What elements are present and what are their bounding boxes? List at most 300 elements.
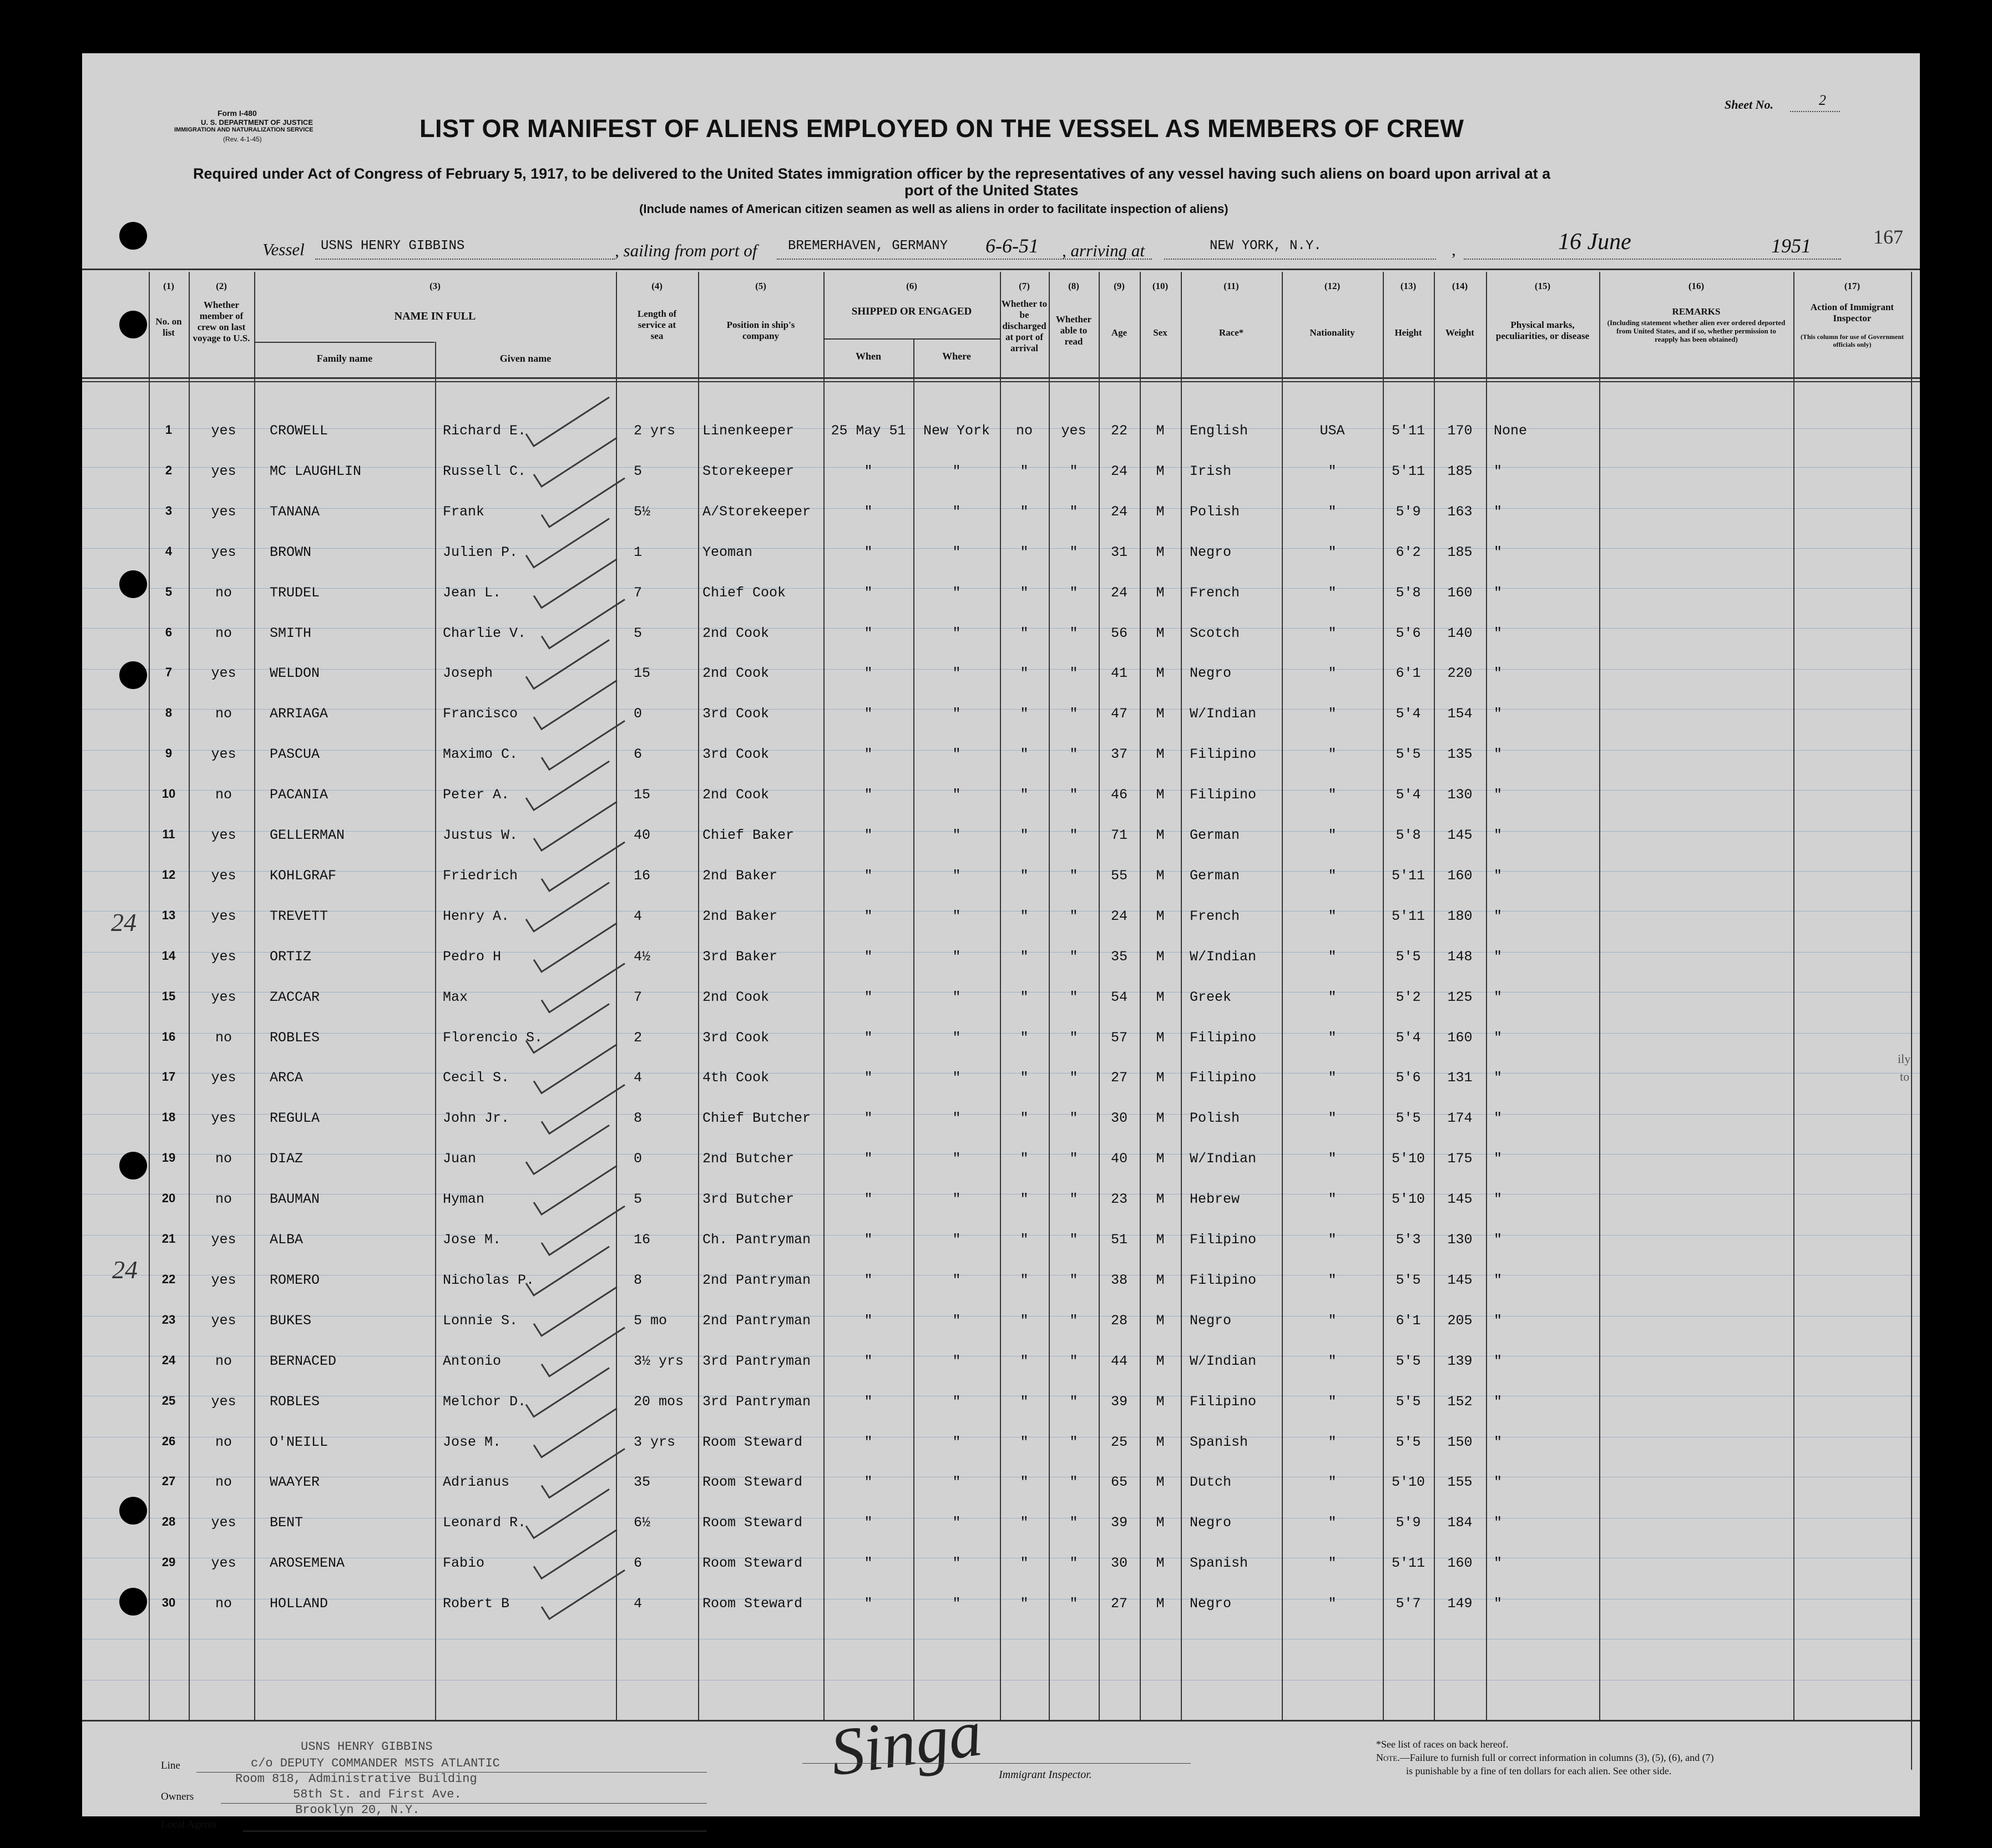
binder-hole: [119, 311, 147, 338]
binder-hole: [119, 661, 147, 689]
row-position: 2nd Baker: [702, 867, 778, 884]
check-mark: [526, 397, 609, 446]
row-shipped-where: ": [952, 1232, 961, 1248]
row-service: 5½: [634, 503, 651, 520]
row-race: Negro: [1190, 544, 1232, 560]
row-sex: M: [1156, 1110, 1165, 1127]
row-weight: 145: [1447, 1272, 1473, 1288]
row-sex: M: [1156, 1151, 1165, 1167]
row-discharged: ": [1020, 544, 1029, 560]
row-voyage: yes: [211, 463, 236, 479]
row-given-name: Fabio: [443, 1555, 485, 1572]
col-header-9: Age: [1111, 327, 1128, 338]
row-position: 4th Cook: [702, 1070, 770, 1086]
row-age: 24: [1110, 503, 1128, 520]
row-height: 5'4: [1396, 787, 1421, 803]
row-race: Filipino: [1190, 746, 1257, 763]
row-nationality: ": [1328, 706, 1337, 722]
row-family-name: ARCA: [270, 1070, 304, 1086]
row-voyage: no: [215, 1029, 232, 1046]
row-marks: ": [1494, 625, 1503, 641]
row-shipped-when: ": [864, 1474, 873, 1491]
row-shipped-when: ": [864, 1393, 873, 1410]
binder-hole: [119, 222, 147, 250]
col-header-11: Race*: [1219, 327, 1244, 338]
row-weight: 175: [1447, 1151, 1473, 1167]
row-able-to-read: ": [1069, 544, 1078, 560]
stamp-line-2: c/o DEPUTY COMMANDER MSTS ATLANTIC: [251, 1756, 500, 1770]
row-sex: M: [1156, 665, 1165, 682]
row-sex: M: [1156, 1272, 1165, 1288]
row-able-to-read: ": [1069, 867, 1078, 884]
row-number: 2: [165, 463, 173, 477]
col-header-9-num: (9): [1114, 281, 1125, 291]
row-sex: M: [1156, 948, 1165, 965]
row-position: 3rd Butcher: [702, 1191, 795, 1208]
row-discharged: ": [1020, 584, 1029, 601]
footer-line-label: Line: [161, 1760, 180, 1771]
check-mark: [542, 600, 625, 649]
row-service: 4½: [634, 948, 651, 965]
row-age: 44: [1110, 1353, 1128, 1369]
stamp-line-4: 58th St. and First Ave.: [293, 1788, 462, 1801]
row-nationality: ": [1328, 1151, 1337, 1167]
row-height: 5'6: [1396, 1070, 1421, 1086]
row-sex: M: [1156, 1434, 1165, 1450]
arrival-year: 1951: [1771, 235, 1811, 257]
col-header-3: NAME IN FULL: [394, 310, 476, 322]
check-mark: [542, 478, 625, 527]
row-discharged: ": [1020, 1070, 1029, 1086]
check-mark: [542, 842, 625, 891]
row-given-name: Julien P.: [443, 544, 518, 560]
row-able-to-read: ": [1069, 1110, 1078, 1127]
row-discharged: ": [1020, 827, 1029, 843]
form-number: Form I-480: [218, 109, 257, 118]
sheet-label: Sheet No.: [1725, 98, 1773, 112]
vessel-name: USNS HENRY GIBBINS: [321, 239, 465, 254]
row-able-to-read: ": [1069, 1151, 1078, 1167]
col-header-16-num: (16): [1688, 281, 1705, 291]
row-voyage: yes: [211, 1393, 236, 1410]
row-discharged: ": [1020, 1434, 1029, 1450]
row-voyage: yes: [211, 948, 236, 965]
row-height: 6'1: [1396, 1312, 1421, 1329]
row-service: 6: [634, 746, 643, 763]
row-height: 5'9: [1396, 503, 1421, 520]
row-shipped-when: ": [864, 1191, 873, 1208]
row-able-to-read: ": [1069, 463, 1078, 479]
check-mark: [526, 1489, 609, 1538]
row-given-name: Florencio S.: [443, 1029, 543, 1046]
row-age: 38: [1110, 1272, 1128, 1288]
check-mark: [534, 1044, 617, 1093]
row-position: Room Steward: [702, 1555, 803, 1572]
row-shipped-where: ": [952, 625, 961, 641]
row-voyage: no: [215, 1434, 232, 1450]
row-nationality: ": [1328, 665, 1337, 682]
row-number: 28: [161, 1515, 176, 1529]
row-number: 16: [161, 1029, 176, 1044]
row-marks: ": [1494, 503, 1503, 520]
row-marks: ": [1494, 948, 1503, 965]
row-position: Linenkeeper: [702, 423, 795, 439]
row-weight: 152: [1447, 1393, 1473, 1410]
row-height: 6'1: [1396, 665, 1421, 682]
row-discharged: ": [1020, 1272, 1029, 1288]
row-age: 55: [1110, 867, 1128, 884]
row-nationality: ": [1328, 1434, 1337, 1450]
row-race: Filipino: [1190, 1393, 1257, 1410]
row-number: 4: [165, 544, 173, 558]
row-sex: M: [1156, 827, 1165, 843]
row-race: Filipino: [1190, 1070, 1257, 1086]
row-discharged: ": [1020, 948, 1029, 965]
row-number: 23: [161, 1312, 176, 1326]
row-nationality: ": [1328, 948, 1337, 965]
row-service: 5: [634, 625, 643, 641]
row-sex: M: [1156, 989, 1165, 1005]
row-family-name: AROSEMENA: [270, 1555, 345, 1572]
check-mark: [526, 1368, 609, 1417]
row-number: 13: [161, 908, 176, 922]
row-nationality: ": [1328, 1393, 1337, 1410]
binder-hole: [119, 570, 147, 598]
row-race: Filipino: [1190, 1272, 1257, 1288]
row-number: 8: [165, 706, 173, 720]
row-race: Irish: [1190, 463, 1232, 479]
row-given-name: Jean L.: [443, 584, 502, 601]
row-discharged: ": [1020, 1393, 1029, 1410]
page-stamp: 167: [1873, 226, 1903, 248]
row-voyage: no: [215, 625, 232, 641]
row-number: 14: [161, 948, 176, 963]
row-given-name: Charlie V.: [443, 625, 527, 641]
row-service: 1: [634, 544, 643, 560]
row-given-name: Pedro H: [443, 948, 502, 965]
row-given-name: Adrianus: [443, 1474, 510, 1491]
row-discharged: ": [1020, 1029, 1029, 1046]
row-weight: 130: [1447, 787, 1473, 803]
row-age: 27: [1110, 1596, 1128, 1612]
row-sex: M: [1156, 908, 1165, 924]
row-family-name: SMITH: [270, 625, 312, 641]
col-header-16: REMARKS: [1672, 306, 1721, 317]
footer-owners-underline: [221, 1803, 707, 1804]
col-header-13: Height: [1394, 327, 1422, 338]
row-sex: M: [1156, 1596, 1165, 1612]
binder-hole: [119, 1152, 147, 1179]
row-nationality: ": [1328, 1353, 1337, 1369]
row-height: 5'5: [1396, 1110, 1421, 1127]
row-family-name: DIAZ: [270, 1151, 304, 1167]
check-mark: [526, 761, 609, 810]
row-shipped-where: ": [952, 1070, 961, 1086]
row-shipped-when: ": [864, 1555, 873, 1572]
row-position: 3rd Cook: [702, 1029, 770, 1046]
col-header-5-num: (5): [755, 281, 766, 291]
row-nationality: ": [1328, 908, 1337, 924]
row-sex: M: [1156, 1191, 1165, 1208]
row-given-name: Justus W.: [443, 827, 518, 843]
row-age: 65: [1110, 1474, 1128, 1491]
row-voyage: yes: [211, 665, 236, 682]
row-race: W/Indian: [1190, 1353, 1257, 1369]
row-age: 71: [1110, 827, 1128, 843]
row-able-to-read: ": [1069, 1312, 1078, 1329]
row-race: Spanish: [1190, 1434, 1248, 1450]
row-position: 2nd Cook: [702, 787, 770, 803]
row-family-name: TANANA: [270, 503, 320, 520]
row-marks: ": [1494, 1312, 1503, 1329]
row-given-name: Max: [443, 989, 468, 1005]
row-able-to-read: ": [1069, 787, 1078, 803]
row-race: Filipino: [1190, 1232, 1257, 1248]
row-weight: 160: [1447, 867, 1473, 884]
row-service: 4: [634, 908, 643, 924]
row-shipped-where: ": [952, 665, 961, 682]
row-shipped-where: ": [952, 948, 961, 965]
row-voyage: no: [215, 706, 232, 722]
row-age: 27: [1110, 1070, 1128, 1086]
check-mark: [526, 1125, 609, 1174]
row-able-to-read: ": [1069, 1596, 1078, 1612]
row-marks: ": [1494, 1434, 1503, 1450]
row-given-name: Jose M.: [443, 1434, 502, 1450]
row-number: 9: [165, 746, 173, 761]
row-shipped-where: ": [952, 463, 961, 479]
col-header-1-num: (1): [163, 281, 174, 291]
row-shipped-where: ": [952, 1515, 961, 1531]
row-shipped-where: New York: [923, 423, 990, 439]
row-age: 54: [1110, 989, 1128, 1005]
row-given-name: Henry A.: [443, 908, 510, 924]
row-height: 5'11: [1391, 908, 1425, 924]
row-shipped-where: ": [952, 989, 961, 1005]
col-header-17-num: (17): [1844, 281, 1860, 291]
row-marks: ": [1494, 1353, 1503, 1369]
col-header-12: Nationality: [1310, 327, 1355, 338]
sheet-number: 2: [1819, 92, 1826, 108]
margin-note-left-1: 24: [111, 908, 136, 936]
row-family-name: ORTIZ: [270, 948, 312, 965]
row-nationality: ": [1328, 1029, 1337, 1046]
row-able-to-read: ": [1069, 989, 1078, 1005]
row-family-name: WAAYER: [270, 1474, 320, 1491]
row-number: 7: [165, 665, 173, 680]
row-race: Negro: [1190, 1596, 1232, 1612]
row-number: 24: [161, 1353, 176, 1367]
row-shipped-where: ": [952, 503, 961, 520]
row-marks: ": [1494, 1151, 1503, 1167]
row-race: Hebrew: [1190, 1191, 1240, 1208]
row-position: 3rd Baker: [702, 948, 778, 965]
row-height: 5'9: [1396, 1515, 1421, 1531]
row-shipped-when: ": [864, 1029, 873, 1046]
row-sex: M: [1156, 463, 1165, 479]
row-voyage: no: [215, 1353, 232, 1369]
row-discharged: ": [1020, 1596, 1029, 1612]
row-nationality: ": [1328, 1070, 1337, 1086]
col-header-16-note: (Including statement whether alien ever ordered deported from United States, and if so, whether permission to reapply has been obtained): [1607, 318, 1786, 343]
check-mark: [534, 680, 617, 729]
check-mark: [534, 802, 617, 850]
row-family-name: MC LAUGHLIN: [270, 463, 362, 479]
col-header-3-num: (3): [429, 281, 441, 291]
row-height: 5'10: [1391, 1191, 1425, 1208]
row-race: Polish: [1190, 1110, 1240, 1127]
row-sex: M: [1156, 1353, 1165, 1369]
row-height: 5'10: [1391, 1151, 1425, 1167]
row-voyage: yes: [211, 423, 236, 439]
subtitle-line-3: (Include names of American citizen seamen as well as aliens in order to facilitate inspection of aliens): [639, 202, 1228, 216]
row-voyage: no: [215, 787, 232, 803]
row-nationality: ": [1328, 1312, 1337, 1329]
row-service: 35: [634, 1474, 651, 1491]
row-sex: M: [1156, 1029, 1165, 1046]
row-family-name: REGULA: [270, 1110, 320, 1127]
row-service: 15: [634, 787, 651, 803]
row-shipped-when: ": [864, 787, 873, 803]
row-discharged: ": [1020, 1151, 1029, 1167]
row-height: 5'2: [1396, 989, 1421, 1005]
col-header-14-num: (14): [1452, 281, 1468, 291]
row-given-name: Russell C.: [443, 463, 527, 479]
row-marks: ": [1494, 827, 1503, 843]
row-discharged: ": [1020, 989, 1029, 1005]
row-voyage: yes: [211, 1272, 236, 1288]
row-given-name: Francisco: [443, 706, 518, 722]
row-able-to-read: ": [1069, 948, 1078, 965]
row-voyage: yes: [211, 1232, 236, 1248]
row-position: Room Steward: [702, 1515, 803, 1531]
stamp-line-1: USNS HENRY GIBBINS: [301, 1740, 433, 1754]
row-sex: M: [1156, 1070, 1165, 1086]
margin-note-left-2: 24: [112, 1255, 138, 1284]
check-mark: [534, 1166, 617, 1214]
comma: ,: [1452, 240, 1456, 259]
row-marks: ": [1494, 1555, 1503, 1572]
row-family-name: ALBA: [270, 1232, 304, 1248]
row-height: 5'5: [1396, 1393, 1421, 1410]
row-marks: ": [1494, 665, 1503, 682]
row-able-to-read: ": [1069, 1474, 1078, 1491]
row-number: 29: [161, 1555, 176, 1569]
row-number: 19: [161, 1151, 176, 1165]
row-shipped-where: ": [952, 1272, 961, 1288]
row-service: 40: [634, 827, 651, 843]
row-service: 4: [634, 1596, 643, 1612]
col-header-6: SHIPPED OR ENGAGED: [851, 306, 972, 317]
row-shipped-where: ": [952, 1312, 961, 1329]
row-race: Polish: [1190, 503, 1240, 520]
footer-owners-label: Owners: [161, 1791, 194, 1803]
check-mark: [542, 721, 625, 769]
row-race: W/Indian: [1190, 1151, 1257, 1167]
row-voyage: yes: [211, 746, 236, 763]
row-given-name: Friedrich: [443, 867, 518, 884]
row-given-name: Joseph: [443, 665, 493, 682]
row-shipped-when: ": [864, 746, 873, 763]
row-able-to-read: ": [1069, 584, 1078, 601]
row-able-to-read: ": [1069, 625, 1078, 641]
row-shipped-when: ": [864, 1232, 873, 1248]
row-height: 5'8: [1396, 584, 1421, 601]
row-height: 5'3: [1396, 1232, 1421, 1248]
arriving-label: , arriving at: [1062, 241, 1145, 260]
row-family-name: GELLERMAN: [270, 827, 345, 843]
row-position: 2nd Cook: [702, 665, 770, 682]
row-nationality: ": [1328, 827, 1337, 843]
row-number: 6: [165, 625, 173, 639]
row-service: 0: [634, 1151, 643, 1167]
row-service: 5 mo: [634, 1312, 668, 1329]
row-able-to-read: ": [1069, 503, 1078, 520]
footer-agents-label: Local Agents: [161, 1819, 217, 1830]
row-service: 20 mos: [634, 1393, 684, 1410]
row-position: 2nd Cook: [702, 625, 770, 641]
row-shipped-where: ": [952, 1110, 961, 1127]
binder-hole: [119, 1588, 147, 1616]
col-header-17-note: (This column for use of Government officials only): [1800, 333, 1904, 348]
row-service: 6½: [634, 1515, 651, 1531]
row-age: 30: [1110, 1555, 1128, 1572]
row-nationality: ": [1328, 787, 1337, 803]
row-service: 16: [634, 1232, 651, 1248]
row-able-to-read: ": [1069, 1434, 1078, 1450]
row-weight: 155: [1447, 1474, 1473, 1491]
row-race: German: [1190, 827, 1240, 843]
row-nationality: ": [1328, 746, 1337, 763]
check-mark: [542, 1085, 625, 1133]
row-weight: 140: [1447, 625, 1473, 641]
row-nationality: ": [1328, 1272, 1337, 1288]
row-service: 3½ yrs: [634, 1353, 684, 1369]
row-nationality: USA: [1319, 423, 1345, 439]
row-voyage: no: [215, 584, 232, 601]
row-weight: 145: [1447, 1191, 1473, 1208]
stamp-line-3: Room 818, Administrative Building: [235, 1772, 477, 1786]
row-number: 20: [161, 1191, 176, 1206]
row-weight: 154: [1447, 706, 1473, 722]
col-header-4: Length of service at sea: [637, 308, 677, 341]
col-header-15: Physical marks, peculiarities, or disease: [1495, 320, 1590, 341]
row-weight: 148: [1447, 948, 1473, 965]
row-family-name: BAUMAN: [270, 1191, 320, 1208]
row-position: Chief Cook: [702, 584, 786, 601]
row-shipped-where: ": [952, 1393, 961, 1410]
row-race: Scotch: [1190, 625, 1240, 641]
row-race: Filipino: [1190, 1029, 1257, 1046]
row-position: Chief Baker: [702, 827, 795, 843]
subtitle-line-1: Required under Act of Congress of February 5, 1917, to be delivered to the United States immigration officer by the representatives of any vessel having such aliens on board upon arrival at a: [193, 165, 1551, 182]
row-age: 51: [1110, 1232, 1128, 1248]
row-voyage: no: [215, 1151, 232, 1167]
row-weight: 185: [1447, 463, 1473, 479]
row-voyage: yes: [211, 503, 236, 520]
row-height: 5'6: [1396, 625, 1421, 641]
row-family-name: ROBLES: [270, 1393, 320, 1410]
row-marks: ": [1494, 867, 1503, 884]
col-header-10: Sex: [1153, 327, 1167, 338]
page-title: LIST OR MANIFEST OF ALIENS EMPLOYED ON THE VESSEL AS MEMBERS OF CREW: [419, 114, 1464, 143]
row-marks: None: [1494, 423, 1528, 439]
row-height: 6'2: [1396, 544, 1421, 560]
row-height: 5'4: [1396, 1029, 1421, 1046]
row-race: German: [1190, 867, 1240, 884]
check-mark: [534, 1530, 617, 1578]
row-shipped-where: ": [952, 908, 961, 924]
